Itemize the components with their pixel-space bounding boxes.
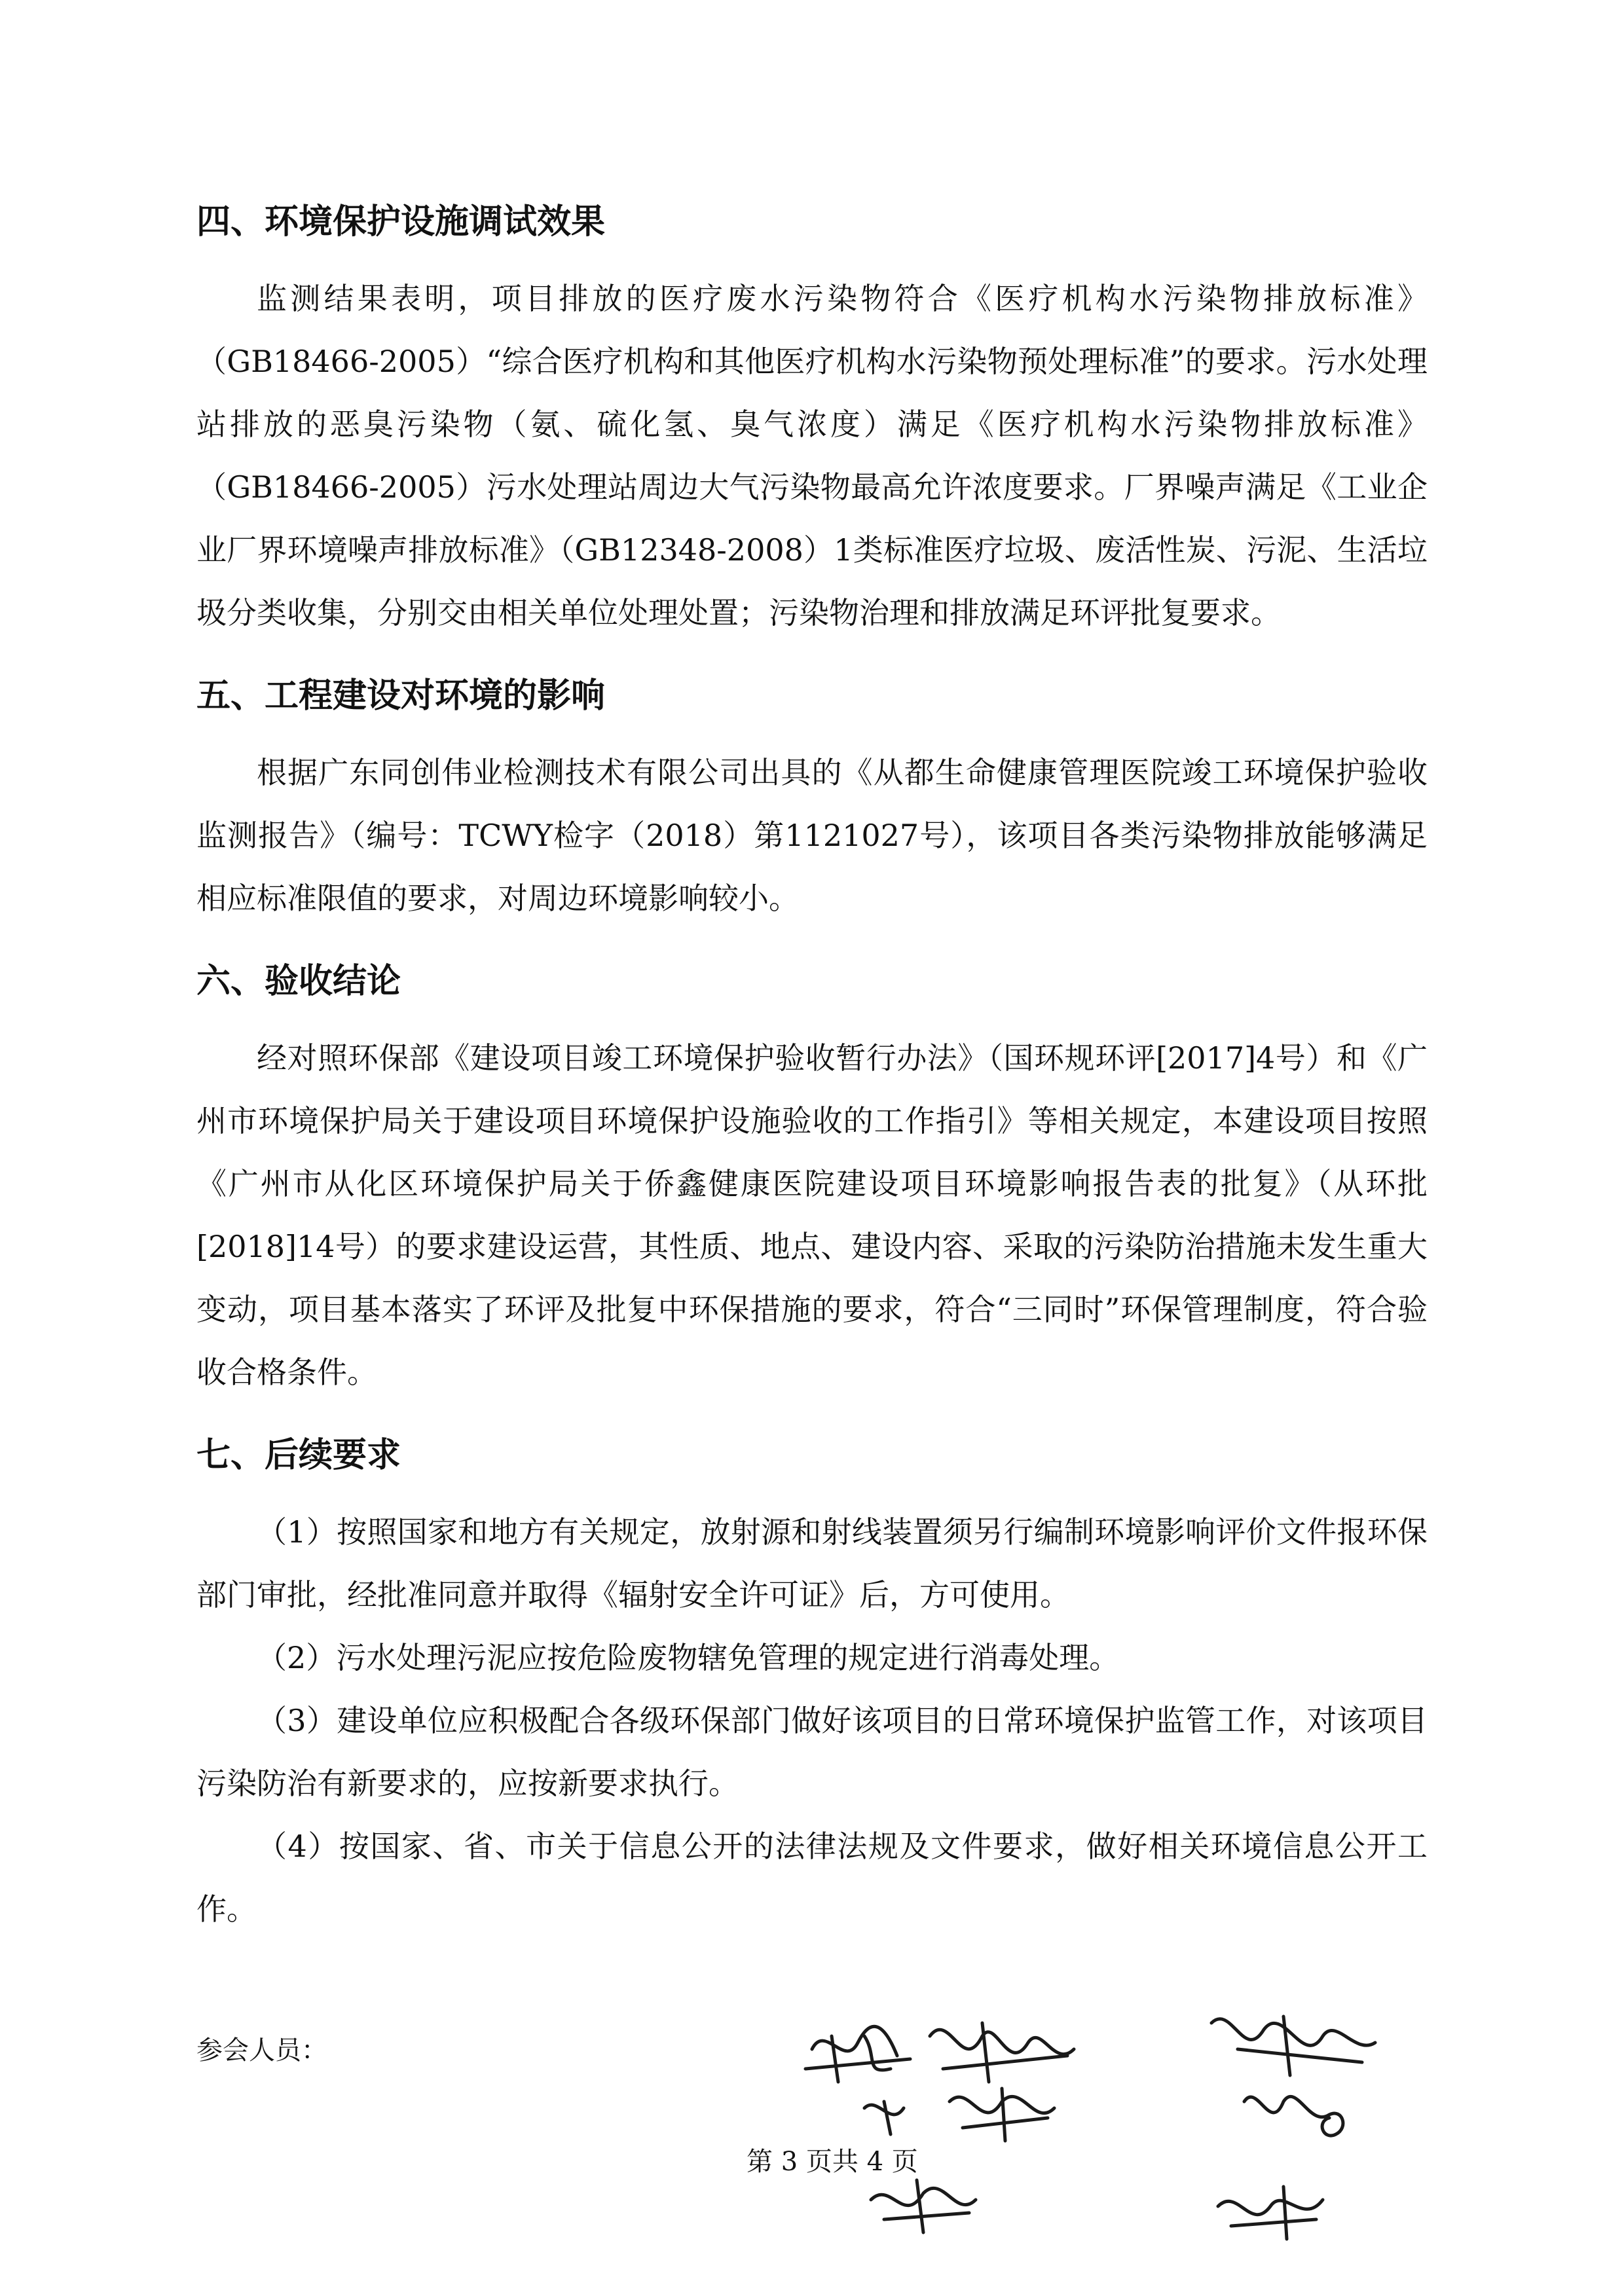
paragraph-text: 经对照环保部《建设项目竣工环境保护验收暂行办法》（国环规环评[2017]4号）和《广州市环境保护局关于建设项目环境保护设施验收的工作指引》等相关规定，本建设项目按照《广州市从化区环境保护局关于侨鑫健康医院建设项目环境影响报告表的批复》（从环批[2018]14号）的要求建设运营，其性质、地点、建设内容、采取的污染防治措施未发生重大变动，项目基本落实了环评及批复中环保措施的要求，符合“三同时”环保管理制度，符合验收合格条件。 bbox=[196, 1040, 1428, 1390]
list-item: （3）建设单位应积极配合各级环保部门做好该项目的日常环境保护监管工作，对该项目污染防治有新要求的，应按新要求执行。 bbox=[196, 1703, 1428, 1801]
list-item: （4）按国家、省、市关于信息公开的法律法规及文件要求，做好相关环境信息公开工作。 bbox=[196, 1829, 1428, 1927]
section-heading-5: 五、工程建设对环境的影响 bbox=[196, 676, 606, 716]
section-heading-4: 四、环境保护设施调试效果 bbox=[196, 202, 606, 242]
section-heading-7: 七、后续要求 bbox=[196, 1436, 401, 1475]
list-item: （1）按照国家和地方有关规定，放射源和射线装置须另行编制环境影响评价文件报环保部门审批，经批准同意并取得《辐射安全许可证》后，方可使用。 bbox=[196, 1514, 1428, 1613]
signature-footer bbox=[196, 1997, 1428, 2259]
section-heading-6: 六、验收结论 bbox=[196, 962, 401, 1001]
handwritten-signatures bbox=[786, 1997, 1428, 2259]
paragraph-text: 根据广东同创伟业检测技术有限公司出具的《从都生命健康管理医院竣工环境保护验收监测报告》（编号：TCWY检字（2018）第1121027号），该项目各类污染物排放能够满足相应标准限值的要求，对周边环境影响较小。 bbox=[196, 755, 1428, 916]
page-number: 第 3 页共 4 页 bbox=[747, 2147, 918, 2177]
signature-scribbles-image bbox=[786, 1997, 1428, 2259]
follow-up-requirements-list bbox=[196, 1501, 1428, 1941]
attendees-label: 参会人员： bbox=[196, 2035, 327, 2066]
section-4-paragraph bbox=[196, 267, 1428, 644]
list-item: （2）污水处理污泥应按危险废物辖免管理的规定进行消毒处理。 bbox=[257, 1640, 1120, 1675]
paragraph-text: 监测结果表明，项目排放的医疗废水污染物符合《医疗机构水污染物排放标准》（GB18466-2005）“综合医疗机构和其他医疗机构水污染物预处理标准”的要求。污水处理站排放的恶臭污染物（氨、硫化氢、臭气浓度）满足《医疗机构水污染物排放标准》（GB18466-2005）污水处理站周边大气污染物最高允许浓度要求。厂界噪声满足《工业企业厂界环境噪声排放标准》（GB12348-2008）1类标准医疗垃圾、废活性炭、污泥、生活垃圾分类收集，分别交由相关单位处理处置；污染物治理和排放满足环评批复要求。 bbox=[196, 281, 1428, 630]
section-6-paragraph bbox=[196, 1027, 1428, 1404]
section-5-paragraph bbox=[196, 741, 1428, 930]
document-body bbox=[196, 196, 1428, 1967]
